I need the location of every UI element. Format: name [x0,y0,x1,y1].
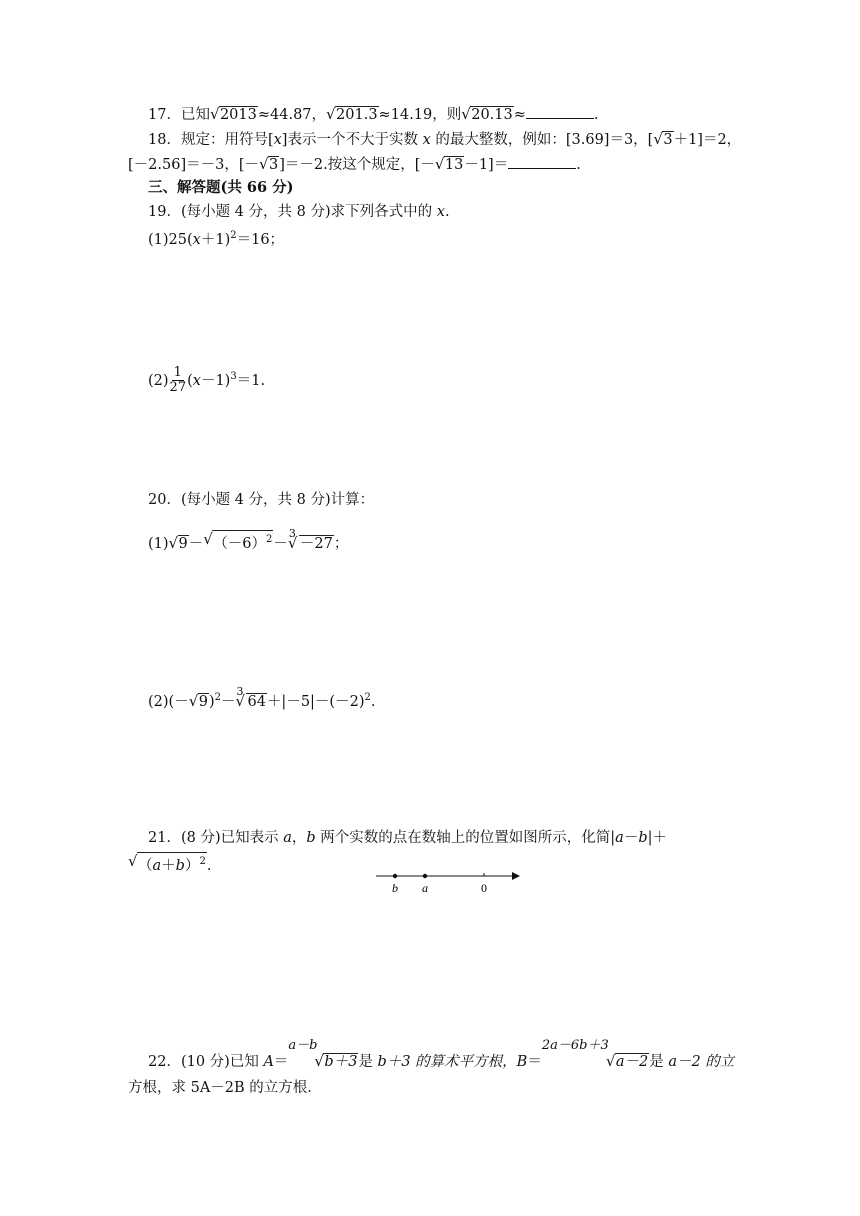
sqrt-9-b: √ 9 [190,692,209,712]
answer-blank-17 [526,104,594,119]
question-19-part-1: $(1)25(x+1)^2=16$； [148,230,285,248]
question-21-line-1: 21．(8 分)已知表示 a，b 两个实数的点在数轴上的位置如图所示，化简|a－b|＋ [148,830,668,846]
cube-root-64: √ 3 64 [236,692,266,712]
expression-A: a－b √ b＋3 [288,1052,358,1072]
question-21-line-2: √ $(a+b)^2$. [128,852,211,876]
question-20-part-1: (1)√ 9－√ $(-6)^2-$ √ 3 －27； [148,530,348,554]
fraction-1-27: $\frac{1}{27}$ [169,365,187,396]
question-18-line-2: [－2.56]＝－3，[－√ 3]＝－2.按这个规定，[－√ 13－1]＝ . [128,154,581,175]
answer-blank-18 [508,154,576,169]
label-b: b [392,881,398,895]
sqrt-3: √ 3 [654,130,673,150]
question-18-line-1: 18．规定：用符号[x]表示一个不大于实数 x 的最大整数，例如：[3.69]＝3，[√ 3＋1]＝2， [148,130,741,150]
question-20-heading: 20．(每小题 4 分，共 8 分)计算： [148,492,375,508]
section-heading: 三、解答题(共 66 分) [148,179,294,196]
sqrt-9: √ 9 [170,534,189,554]
sqrt-2013: √ 2013 [211,105,258,125]
point-b [393,874,397,878]
question-17: 17．已知√ 2013≈44.87，√ 201.3≈14.19，则√ 20.13≈ . [148,104,599,125]
expression-B: 2a－6b＋3 √ a－2 [542,1052,649,1072]
sqrt-3-b: √ 3 [260,155,279,175]
sqrt-a-plus-b-squared: √ $(a+b)^2$ [129,852,207,876]
cube-root-neg27: √ 3 －27 [289,534,334,554]
question-19-heading: 19．(每小题 4 分，共 8 分)求下列各式中的 x. [148,204,450,220]
label-a: a [422,881,428,895]
number-line-figure [372,868,522,896]
question-20-part-2: (2)(－√ 9)$^2$－ √ 3 $64+|-5|-(-2)^2$. [148,688,375,712]
question-22-line-1: 22．(10 分)已知 A＝ a－b √ b＋3是 b＋3 的算术平方根，B＝ 2a－6b＋3 √ a－2是 a－2 的立 [148,1052,734,1072]
sqrt-20-13: √ 20.13 [462,105,514,125]
arrow-icon [512,872,520,880]
sqrt-201-3: √ 201.3 [327,105,379,125]
sqrt-neg6-squared: √ $(-6)^2$ [204,530,273,554]
question-22-line-2: 方根，求 5A－2B 的立方根． [128,1080,322,1096]
point-a [423,874,427,878]
label-zero: 0 [481,881,487,895]
question-19-part-2: (2) $\frac{1}{27}$ $(x-1)^3=1$. [148,365,266,396]
sqrt-13: √ 13 [436,155,464,175]
